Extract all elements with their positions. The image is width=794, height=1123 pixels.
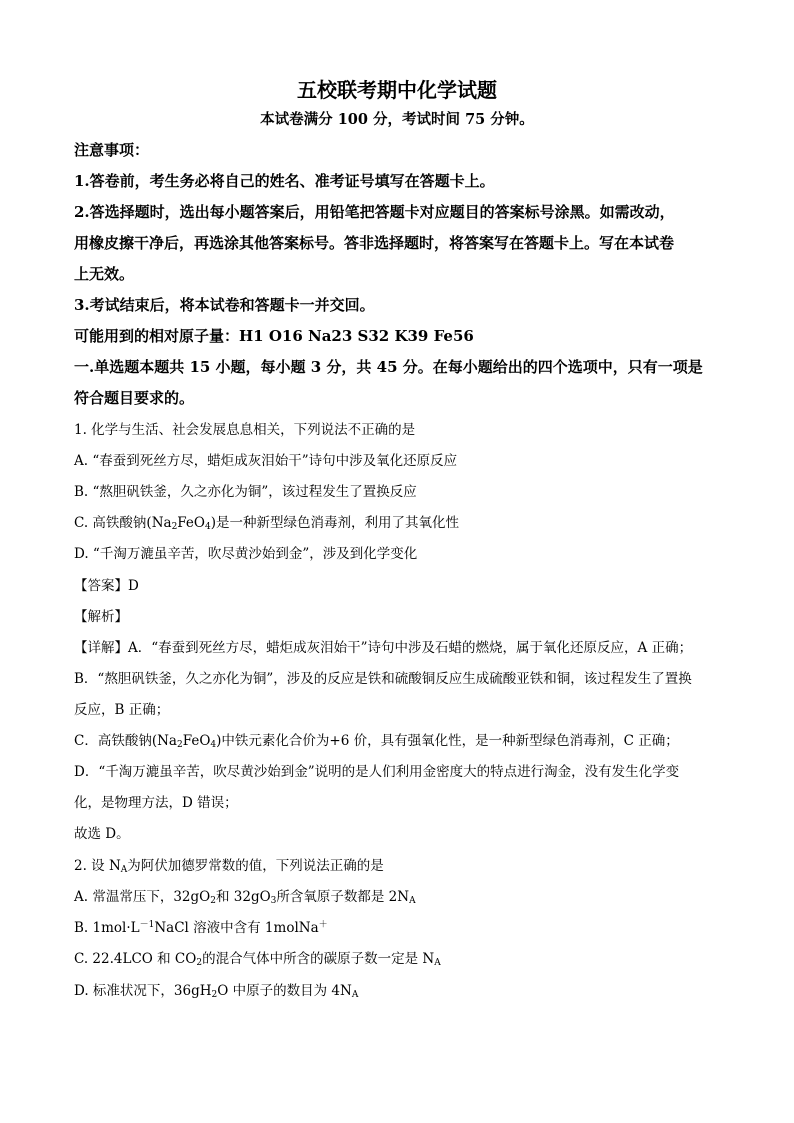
question-1-detail-line-6: 化，是物理方法，D 错误； <box>74 795 238 811</box>
notice-item-2-line-3: 上无效。 <box>74 265 135 283</box>
question-2-option-d: D. 标准状况下，$36gH_2O$ 中原子的数目为 $4N_A$ <box>74 983 359 1000</box>
question-1-option-b: B. “熬胆矾铁釜，久之亦化为铜”，该过程发生了置换反应 <box>74 484 417 500</box>
question-1-analysis-label: 【解析】 <box>74 609 128 625</box>
section-1-heading-line-1: 一.单选题本题共 15 小题，每小题 3 分，共 45 分。在每小题给出的四个选项中，只有一项是 <box>74 358 703 376</box>
question-1-detail-line-4: C．高铁酸钠$(Na_2FeO_4)$中铁元素化合价为+6 价，具有强氧化性，是一种新型绿色消毒剂，C 正确； <box>74 733 679 750</box>
question-2-option-c: C. 22.4LCO 和 $CO_2$的混合气体中所含的碳原子数一定是 $N_A$ <box>74 951 441 968</box>
atomic-masses: 可能用到的相对原子量：H1 O16 Na23 S32 K39 Fe56 <box>74 327 474 345</box>
notice-item-1: 1.答卷前，考生务必将自己的姓名、准考证号填写在答题卡上。 <box>74 172 495 190</box>
question-1-detail-line-1: 【详解】A．“春蚕到死丝方尽，蜡炬成灰泪始干”诗句中涉及石蜡的燃烧，属于氧化还原反应，A 正确； <box>74 640 693 656</box>
question-1-option-d: D. “千淘万漉虽辛苦，吹尽黄沙始到金”，涉及到化学变化 <box>74 546 418 562</box>
question-2-stem: 2. 设 $N_A$为阿伏加德罗常数的值，下列说法正确的是 <box>74 858 384 875</box>
notice-item-2-line-1: 2.答选择题时，选出每小题答案后，用铅笔把答题卡对应题目的答案标号涂黑。如需改动， <box>74 203 675 221</box>
question-1-option-a: A. “春蚕到死丝方尽，蜡炬成灰泪始干”诗句中涉及氧化还原反应 <box>74 453 458 469</box>
question-1-detail-line-2: B．“熬胆矾铁釜，久之亦化为铜”，涉及的反应是铁和硫酸铜反应生成硫酸亚铁和铜，该过程发生了置换 <box>74 671 692 687</box>
notice-item-2-line-2: 用橡皮擦干净后，再选涂其他答案标号。答非选择题时，将答案写在答题卡上。写在本试卷 <box>74 234 675 252</box>
question-1-detail-line-5: D．“千淘万漉虽辛苦，吹尽黄沙始到金”说明的是人们利用金密度大的特点进行淘金，没有发生化学变 <box>74 764 680 780</box>
notice-heading: 注意事项： <box>74 141 150 159</box>
exam-title: 五校联考期中化学试题 <box>297 78 497 102</box>
question-2-option-a: A. 常温常压下，$32gO_2$和 $32gO_3$所含氧原子数都是 $2N_A$ <box>74 889 416 906</box>
exam-subtitle: 本试卷满分 100 分，考试时间 75 分钟。 <box>260 111 534 128</box>
notice-item-3: 3.考试结束后，将本试卷和答题卡一并交回。 <box>74 296 375 314</box>
question-1-answer: 【答案】D <box>74 578 139 594</box>
question-1-conclusion: 故选 D。 <box>74 826 130 842</box>
question-2-option-b: B. $1mol\cdot L^{-1}NaCl$ 溶液中含有 1molNa＋ <box>74 920 328 936</box>
question-1-detail-line-3: 反应，B 正确； <box>74 702 170 718</box>
question-1-option-c: C. 高铁酸钠$(Na_2FeO_4)$是一种新型绿色消毒剂，利用了其氧化性 <box>74 515 459 532</box>
question-1-stem: 1. 化学与生活、社会发展息息相关，下列说法不正确的是 <box>74 422 416 438</box>
section-1-heading-line-2: 符合题目要求的。 <box>74 389 195 407</box>
